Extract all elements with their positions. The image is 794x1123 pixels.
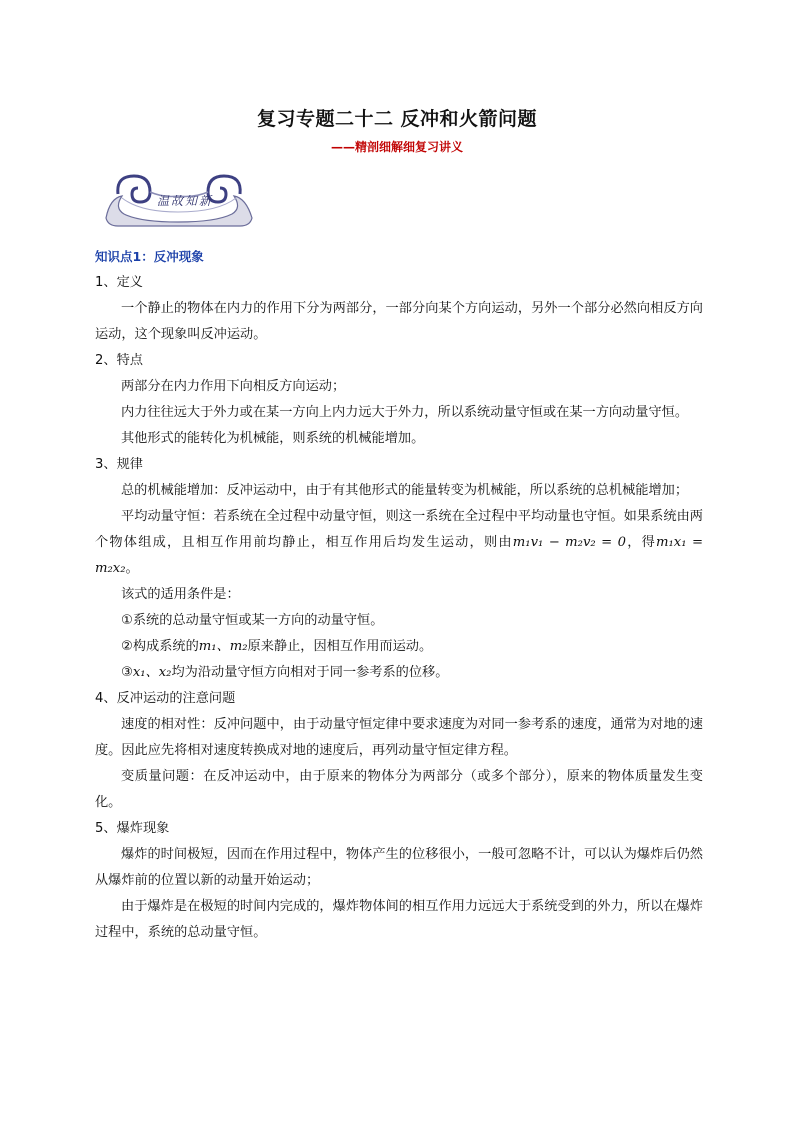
review-banner	[100, 168, 258, 230]
condition-text: 原来静止，因相互作用而运动。	[247, 639, 433, 654]
momentum-formula: m₁v₁ − m₂v₂ = 0	[512, 535, 626, 550]
banner-text: 温故知新	[156, 194, 213, 208]
paragraph: 该式的适用条件是：	[121, 587, 240, 602]
condition-item	[95, 634, 703, 660]
paragraph: 速度的相对性：反冲问题中，由于动量守恒定律中要求速度为对同一参考系的速度，通常为对地的速度。因此应先将相对速度转换成对地的速度后，再列动量守恒定律方程。	[95, 717, 703, 758]
displacement-formula: m₁x₁ = m₂x₂	[95, 535, 703, 576]
paragraph: 总的机械能增加：反冲运动中，由于有其他形式的能量转变为机械能，所以系统的总机械能增加；	[121, 483, 689, 498]
condition-item: ①系统的总动量守恒或某一方向的动量守恒。	[121, 613, 384, 628]
section-heading-laws: 3、规律	[95, 457, 143, 472]
displacement-variables: x₁、x₂	[132, 665, 172, 680]
paragraph-text: 。	[125, 561, 139, 576]
paragraph-momentum	[95, 504, 703, 582]
paragraph-text: 平均动量守恒：若系统在全过程中动量守恒，则这一系统在全过程中平均动量也守恒。如果系统由两个物体组成，且相互作用前均静止，相互作用后均发生运动，则由	[95, 509, 703, 550]
page-subtitle: ——精剖细解细复习讲义	[330, 140, 463, 154]
paragraph: 变质量问题：在反冲运动中，由于原来的物体分为两部分（或多个部分），原来的物体质量发生变化。	[95, 769, 703, 810]
condition-text: 均为沿动量守恒方向相对于同一参考系的位移。	[171, 665, 449, 680]
knowledge-point-heading: 知识点1：反冲现象	[95, 249, 204, 264]
paragraph: 其他形式的能转化为机械能，则系统的机械能增加。	[121, 431, 425, 446]
section-heading-notes: 4、反冲运动的注意问题	[95, 691, 236, 706]
paragraph: 内力往往远大于外力或在某一方向上内力远大于外力，所以系统动量守恒或在某一方向动量守恒。	[121, 405, 689, 420]
mass-variables: m₁、m₂	[198, 639, 248, 654]
paragraph: 两部分在内力作用下向相反方向运动；	[121, 379, 346, 394]
section-heading-definition: 1、定义	[95, 275, 143, 290]
condition-text: ③	[121, 665, 133, 680]
page-title: 复习专题二十二 反冲和火箭问题	[256, 108, 538, 130]
paragraph: 爆炸的时间极短，因而在作用过程中，物体产生的位移很小，一般可忽略不计，可以认为爆炸后仍然从爆炸前的位置以新的动量开始运动；	[95, 847, 703, 888]
paragraph-text: ，得	[625, 535, 657, 550]
section-heading-features: 2、特点	[95, 353, 143, 368]
content-body	[95, 244, 703, 946]
condition-text: ②构成系统的	[121, 639, 199, 654]
paragraph: 一个静止的物体在内力的作用下分为两部分，一部分向某个方向运动，另外一个部分必然向相反方向运动，这个现象叫反冲运动。	[95, 301, 703, 342]
section-heading-explosion: 5、爆炸现象	[95, 821, 170, 836]
condition-item	[95, 660, 703, 686]
paragraph: 由于爆炸是在极短的时间内完成的，爆炸物体间的相互作用力远远大于系统受到的外力，所以在爆炸过程中，系统的总动量守恒。	[95, 899, 703, 940]
